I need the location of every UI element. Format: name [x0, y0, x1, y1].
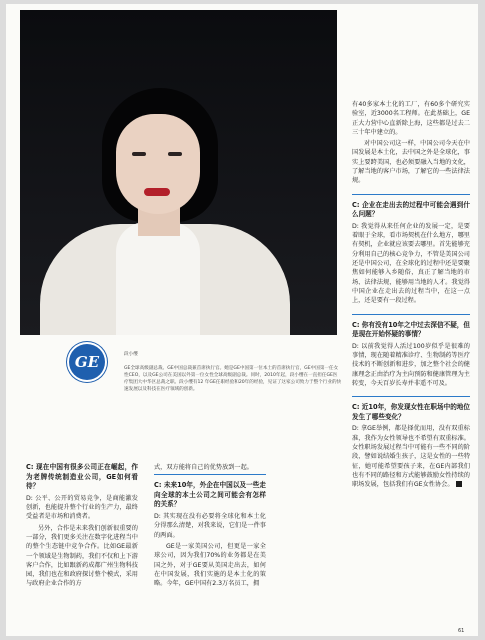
- question-heading: C: 未来10年，外企在中国以及一些走向全球的本土公司之间可能会有怎样的关系？: [154, 474, 266, 510]
- page-number: 61: [458, 628, 465, 634]
- right-intro: 有40多家本土化的工厂，有60多个研究实验室，近3000名工程师。在此基础上，GE正大力营中心直新除上海，这些都是过去二三十年中建立的。: [352, 101, 470, 136]
- photo-caption: [124, 344, 342, 393]
- question-heading: C: 近10年，你发现女性在职场中的地位发生了哪些变化？: [352, 396, 470, 422]
- portrait-eye-right: [168, 152, 182, 156]
- end-mark-icon: [456, 481, 462, 487]
- answer-paragraph: D: 公平、公开的贸易竞争，是商能激发创新，也能提升整个行业的生产力，最终受益者是市场和消费者。: [26, 494, 138, 521]
- answer-paragraph: D: 以前我觉得人活过100岁似乎是很难的事情，现在随着精准诊疗、生物制药等医疗技术的不断创新和进步，加之整个社会的健康理念正由治疗为主向预防和健康管理为主转变，今天百岁长寿并非遥不可及。: [352, 342, 470, 387]
- portrait-photo: [20, 10, 337, 335]
- answer-paragraph: D: 其实现在没有必要将全球化和本土化分得那么清楚，对我来说，它们是一件事的两面。: [154, 513, 266, 539]
- question-heading: C: 你有没有10年之中过去深信不疑，但是现在开始怀疑的事情？: [352, 314, 470, 340]
- answer-paragraph: D: 我觉得从来任何企业的发展一定，是要着眼于全球，看市场契机在什么地方，哪里有契机，企业就应该要去哪里。首先能够充分利用自己的核心竞争力，不管是美国公司还是中国公司，在全球化的过程中还是要聚焦如何能够入乡随俗，真正了解当地的市场、法律法规，能够用当地的人才。我觉得中国企业在走出去的过程当中，在这一点上，还是要有一段过程。: [352, 222, 470, 305]
- answer-text: D: 拿GE举例，都是择优而用，没有双重标准，我作为女性领导也不希望有双重标准。女性职场发展过程当中可能有一些不同的阶段，譬如说结婚生孩子，这是女性的一些特征，她可能希望要孩子来，在GE内部我们也有不同的路径和方式能够鼓励女性持续的职场发展，包括我们有GE女性协会。: [352, 425, 470, 489]
- ge-logo-icon: [69, 344, 105, 380]
- caption-text: GE全球高级副总裁、GE中国总裁兼首席执行官。她是GE中国第一位本土的首席执行官，GE中国第一任女性CEO，以及GE公司在美国以外第一位女性全球高级副总裁。同时，2010年起，段小缨在一直担任GE医疗集团大中华区总裁之职。段小缨有12 年GE任职经验和20年的经验，见证了这家公司致力于整个行业的快速发展以及科技在医疗领域的创新。: [124, 366, 342, 392]
- article-right-column: [352, 100, 470, 497]
- ge-logo-letters: GE: [74, 353, 100, 371]
- middle-paragraph-2: GE是一家美国公司，但更是一家全球公司，因为我们70%的业务都是在美国之外，对于GE要从美国走出去，如何在中国发展，我们实施的是本土化的策略。今年，GE中国有2.3万名员工，拥: [154, 542, 266, 588]
- portrait-eye-left: [132, 152, 146, 156]
- question-heading: C: 现在中国有很多公司正在崛起，作为老牌传统制造业公司，GE如何看待？: [26, 463, 138, 491]
- portrait-sweater: [116, 222, 200, 335]
- article-middle-column: [154, 463, 266, 590]
- right-paragraph-2: 对中国公司这一样，中国公司今天在中国发展是本土化，去中国之外是全球化，事实上要跨美国，也必须要融入当地的文化，了解当地的客户市场，了解它的一些法律法规。: [352, 140, 470, 185]
- answer-paragraph: [352, 424, 470, 489]
- middle-continuation: 式，双方能将自己的优势放到一起。: [154, 464, 253, 471]
- portrait-face: [116, 114, 200, 214]
- article-left-column: [26, 463, 138, 591]
- portrait-lips: [144, 188, 170, 196]
- caption-name: 段小缨: [124, 352, 138, 357]
- question-heading: C: 企业在走出去的过程中可能会遇到什么问题？: [352, 194, 470, 220]
- left-paragraph-2: 另外，合作是未来我们创新很重要的一部分，我们更多关注在数字化进程当中的整个生态链中竞争合作。比如GE最新一个领域是生物制药，我们不仅和上下游客户合作，比如跟新药成都广州生物科技园，我们也在和政府探讨整个模式，采用与政府企业合作的方: [26, 524, 138, 588]
- magazine-page: [6, 4, 478, 636]
